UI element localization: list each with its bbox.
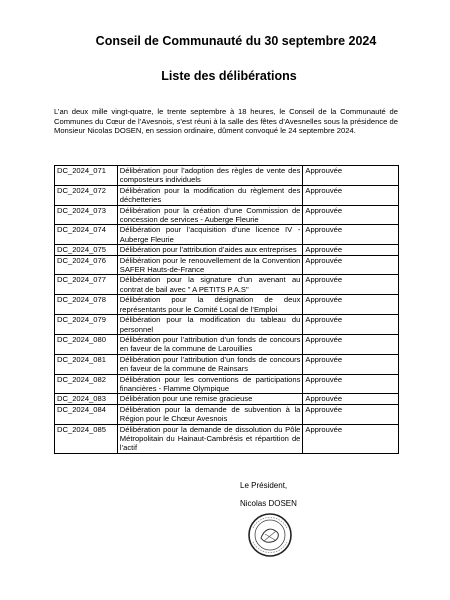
- deliberation-object: Délibération pour la demande de dissolution du Pôle Métropolitain du Hainaut-Cambrésis et répartition de l’actif: [117, 424, 303, 453]
- deliberations-table-body: [55, 166, 399, 454]
- official-seal-stamp: [247, 512, 293, 558]
- deliberation-ref: DC_2024_079: [55, 315, 118, 335]
- deliberation-object: Délibération pour l’adoption des règles de vente des composteurs individuels: [117, 166, 303, 186]
- deliberation-status: Approuvée: [303, 245, 399, 255]
- deliberation-row: [55, 334, 399, 354]
- deliberation-object: Délibération pour l’attribution d’aides aux entreprises: [117, 245, 303, 255]
- deliberation-object: Délibération pour la modification du tableau du personnel: [117, 315, 303, 335]
- deliberation-row: [55, 205, 399, 225]
- deliberation-object: Délibération pour la création d’une Commission de concession de services - Auberge Fleurie: [117, 205, 303, 225]
- deliberation-row: [55, 295, 399, 315]
- deliberation-object: Délibération pour la désignation de deux représentants pour le Comité Local de l’Emploi: [117, 295, 303, 315]
- document-title: Conseil de Communauté du 30 septembre 2024: [95, 34, 377, 48]
- document-subtitle: Liste des délibérations: [161, 69, 297, 83]
- deliberation-status: Approuvée: [303, 354, 399, 374]
- deliberation-status: Approuvée: [303, 295, 399, 315]
- deliberation-object: Délibération pour la modification du règlement des déchetteries: [117, 185, 303, 205]
- deliberation-ref: DC_2024_082: [55, 374, 118, 394]
- deliberation-ref: DC_2024_074: [55, 225, 118, 245]
- deliberation-row: [55, 275, 399, 295]
- deliberation-object: Délibération pour la signature d’un avenant au contrat de bail avec " A PETITS P.A.S": [117, 275, 303, 295]
- deliberation-ref: DC_2024_078: [55, 295, 118, 315]
- deliberations-table: [54, 165, 399, 454]
- deliberation-object: Délibération pour l’attribution d’un fonds de concours en faveur de la commune de Rainsars: [117, 354, 303, 374]
- deliberation-row: [55, 245, 399, 255]
- deliberation-status: Approuvée: [303, 394, 399, 404]
- deliberation-status: Approuvée: [303, 404, 399, 424]
- deliberation-ref: DC_2024_083: [55, 394, 118, 404]
- deliberation-row: [55, 255, 399, 275]
- deliberation-ref: DC_2024_081: [55, 354, 118, 374]
- deliberation-row: [55, 166, 399, 186]
- deliberation-row: [55, 225, 399, 245]
- deliberation-status: Approuvée: [303, 334, 399, 354]
- deliberation-row: [55, 315, 399, 335]
- deliberation-row: [55, 185, 399, 205]
- deliberation-row: [55, 374, 399, 394]
- deliberation-object: Délibération pour la demande de subvention à la Région pour le Chœur Avesnois: [117, 404, 303, 424]
- deliberation-ref: DC_2024_077: [55, 275, 118, 295]
- deliberation-status: Approuvée: [303, 315, 399, 335]
- deliberation-status: Approuvée: [303, 166, 399, 186]
- deliberation-status: Approuvée: [303, 374, 399, 394]
- deliberation-row: [55, 394, 399, 404]
- deliberation-ref: DC_2024_071: [55, 166, 118, 186]
- deliberation-object: Délibération pour le renouvellement de la Convention SAFER Hauts-de-France: [117, 255, 303, 275]
- deliberation-status: Approuvée: [303, 225, 399, 245]
- deliberation-object: Délibération pour une remise gracieuse: [117, 394, 303, 404]
- deliberation-status: Approuvée: [303, 275, 399, 295]
- deliberation-row: [55, 424, 399, 453]
- deliberation-status: Approuvée: [303, 185, 399, 205]
- deliberation-status: Approuvée: [303, 205, 399, 225]
- deliberation-status: Approuvée: [303, 424, 399, 453]
- deliberation-object: Délibération pour l’acquisition d’une licence IV - Auberge Fleurie: [117, 225, 303, 245]
- deliberation-ref: DC_2024_073: [55, 205, 118, 225]
- deliberation-ref: DC_2024_072: [55, 185, 118, 205]
- deliberation-ref: DC_2024_076: [55, 255, 118, 275]
- deliberation-ref: DC_2024_084: [55, 404, 118, 424]
- deliberation-ref: DC_2024_080: [55, 334, 118, 354]
- deliberation-status: Approuvée: [303, 255, 399, 275]
- deliberation-object: Délibération pour les conventions de participations financières - Flamme Olympique: [117, 374, 303, 394]
- signature-role: Le Président,: [240, 481, 288, 490]
- deliberation-object: Délibération pour l’attribution d’un fonds de concours en faveur de la commune de Larouillies: [117, 334, 303, 354]
- intro-paragraph: L’an deux mille vingt-quatre, le trente septembre à 18 heures, le Conseil de la Communauté de Communes du Cœur de l’Avesnois, s’est réuni à la salle des fêtes d’Avesnelles sous la présidence de Monsieur Nicolas DOSEN, en session ordinaire, dûment convoqué le 24 septembre 2024.: [54, 107, 398, 136]
- deliberation-ref: DC_2024_075: [55, 245, 118, 255]
- deliberation-row: [55, 404, 399, 424]
- signature-name: Nicolas DOSEN: [240, 499, 297, 508]
- deliberation-row: [55, 354, 399, 374]
- deliberation-ref: DC_2024_085: [55, 424, 118, 453]
